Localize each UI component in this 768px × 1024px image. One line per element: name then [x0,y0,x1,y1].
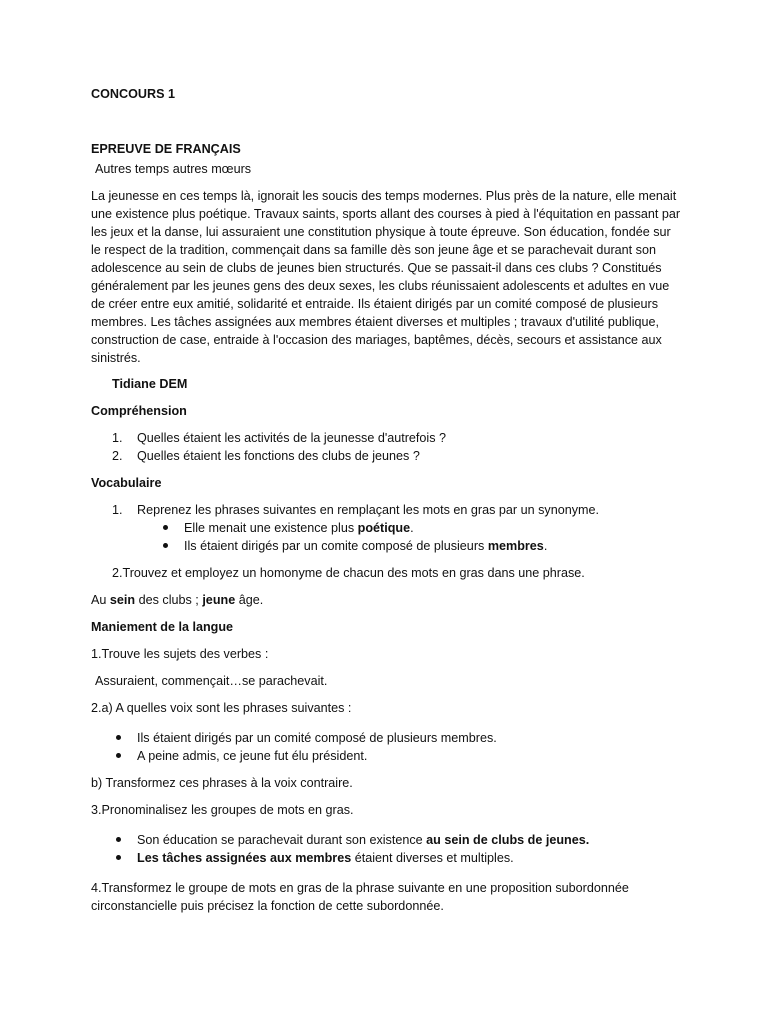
subject-heading: EPREUVE DE FRANÇAIS [91,142,241,156]
bullet-text: Ils étaient dirigés par un comité composé de plusieurs membres. [137,731,497,745]
maniement-3-bullets [91,831,681,867]
question-number: 1. [112,503,123,517]
question-text: Reprenez les phrases suivantes en remplaçant les mots en gras par un synonyme. [137,503,600,517]
bold-phrase: au sein de clubs de jeunes. [426,833,590,847]
line-text: Au [91,593,110,607]
vocabulaire-heading: Vocabulaire [91,476,162,490]
bold-phrase: Les tâches assignées aux membres [137,851,352,865]
question-text: Quelles étaient les fonctions des clubs de jeunes ? [137,449,420,463]
bullet-dot [116,753,121,758]
bullet-text-end: . [410,521,414,535]
question-text: Quelles étaient les activités de la jeunesse d'autrefois ? [137,431,447,445]
bullet-dot [116,855,121,860]
bullet-dot [116,837,121,842]
maniement-bullet [91,831,681,849]
question-number: 1. [112,431,123,445]
text-title: Autres temps autres mœurs [95,162,252,176]
bullet-text: Son éducation se parachevait durant son existence [137,833,427,847]
bold-word: jeune [202,593,236,607]
bullet-text-end: . [543,539,548,553]
bullet-dot [116,735,121,740]
maniement-question-2a: 2.a) A quelles voix sont les phrases suivantes : [91,701,352,715]
bullet-text: Ils étaient dirigés par un comite composé de plusieurs [184,539,488,553]
question-number: 2. [112,449,123,463]
maniement-bullet [91,729,681,747]
vocabulaire-bullet [91,537,681,555]
comprehension-questions [91,429,681,465]
maniement-question-2b: b) Transformez ces phrases à la voix contraire. [91,776,353,790]
maniement-bullet [91,747,681,765]
page-title: CONCOURS 1 [91,87,175,101]
vocabulaire-question-2: 2.Trouvez et employez un homonyme de chacun des mots en gras dans une phrase. [112,566,585,580]
passage-paragraph: La jeunesse en ces temps là, ignorait les soucis des temps modernes. Plus près de la nature, elle menait une existence plus poétique. Travaux saints, sports allant des courses à pied à l'équitation en passant par les jeux et la danse, lui assuraient une constitution physique à toute épreuve. Son éducation, fondée sur le respect de la tradition, commençait dans sa famille dès son jeune âge et se parachevait durant son adolescence au sein de clubs de jeunes bien structurés. Que se passait-il dans ces clubs ? Constitués généralement par les jeunes gens des deux sexes, les clubs réunissaient adolescents et adultes en vue de créer entre eux amitié, solidarité et entraide. Ils étaient dirigés par un comité composé de plusieurs membres. Les tâches assignées aux membres étaient diverses et multiples ; travaux d'utilité publique, construction de case, entraide à l'occasion des mariages, baptêmes, décès, secours et assistance aux sinistrés. [91,189,681,365]
maniement-question-1-verbs: Assuraient, commençait…se parachevait. [95,674,328,688]
vocabulaire-bullet [91,519,681,537]
line-text: âge. [235,593,264,607]
bullet-dot [163,543,168,548]
comprehension-heading: Compréhension [91,404,187,418]
comprehension-question [91,429,681,447]
maniement-question-3: 3.Pronominalisez les groupes de mots en gras. [91,803,354,817]
maniement-question-4: 4.Transformez le groupe de mots en gras de la phrase suivante en une proposition subordonnée circonstancielle puis précisez la fonction de cette subordonnée. [91,881,629,913]
bullet-dot [163,525,168,530]
vocabulaire-words-line [91,591,681,609]
bold-word: sein [109,593,136,607]
vocabulaire-question-1 [91,501,681,555]
maniement-2a-bullets [91,729,681,765]
maniement-bullet [91,849,681,867]
line-text: des clubs ; [135,593,203,607]
bullet-text: A peine admis, ce jeune fut élu président. [137,749,368,763]
vocabulaire-question [91,501,681,519]
maniement-heading: Maniement de la langue [91,620,234,634]
bold-word: poétique [357,521,411,535]
comprehension-question [91,447,681,465]
author-name: Tidiane DEM [112,377,188,391]
bold-word: membres [487,539,544,553]
maniement-question-1: 1.Trouve les sujets des verbes : [91,647,269,661]
bullet-text: Elle menait une existence plus [184,521,358,535]
bullet-text: étaient diverses et multiples. [351,851,514,865]
document-page [91,85,681,915]
